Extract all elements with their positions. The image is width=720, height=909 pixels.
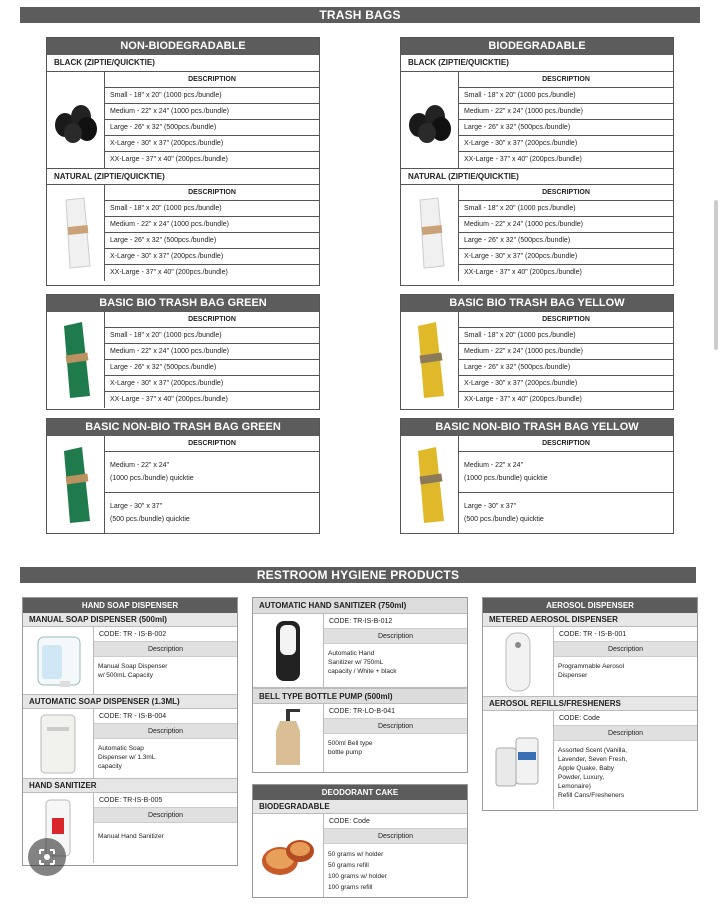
- desc-line: Automatic Hand: [328, 650, 375, 657]
- desc-line: 100 grams w/ holder: [328, 873, 387, 880]
- desc-line: Automatic Soap: [98, 745, 144, 752]
- size-row: Medium - 22" x 24" (1000 pcs./bundle): [105, 217, 319, 233]
- size-line: (500 pcs./bundle) quicktie: [464, 516, 544, 523]
- size-line: (1000 pcs./bundle) quicktie: [110, 475, 194, 482]
- yellow-bag-image: [401, 436, 459, 534]
- desc-header: DESCRIPTION: [459, 436, 673, 452]
- size-row: Small - 18" x 20" (1000 pcs./bundle): [105, 328, 319, 344]
- desc-line: Manual Soap Dispenser: [98, 663, 168, 670]
- desc-label: Description: [324, 829, 467, 844]
- auto-soap-sub: AUTOMATIC SOAP DISPENSER (1.3ML): [23, 695, 237, 709]
- size-row: Small - 18" x 20" (1000 pcs./bundle): [459, 201, 673, 217]
- desc-line: Lemonaire): [558, 783, 591, 790]
- size-row: Large - 26" x 32" (500pcs./bundle): [105, 120, 319, 136]
- lens-icon: [36, 846, 58, 868]
- desc-line: 50 grams refill: [328, 862, 369, 869]
- panel-title: NON-BIODEGRADABLE: [47, 38, 319, 55]
- size-row: Small - 18" x 20" (1000 pcs./bundle): [459, 328, 673, 344]
- auto-sanitizer-title: AUTOMATIC HAND SANITIZER (750ml): [253, 598, 467, 614]
- natural-label: NATURAL (ZIPTIE/QUICKTIE): [401, 168, 673, 184]
- size-row: XX-Large - 37" x 40" (200pcs./bundle): [110, 269, 228, 276]
- desc-header: DESCRIPTION: [459, 312, 673, 328]
- aerosol-cans-image: [483, 711, 553, 809]
- card-title: HAND SOAP DISPENSER: [23, 598, 237, 613]
- product-code: CODE: TR - IS-B-002: [94, 627, 237, 642]
- panel-title: BASIC BIO TRASH BAG YELLOW: [401, 295, 673, 312]
- size-row: Small - 18" x 20" (1000 pcs./bundle): [105, 88, 319, 104]
- desc-header: DESCRIPTION: [459, 72, 673, 88]
- size-row: Small - 18" x 20" (1000 pcs./bundle): [459, 88, 673, 104]
- size-row: [459, 493, 673, 534]
- panel-title: BASIC NON-BIO TRASH BAG YELLOW: [401, 419, 673, 436]
- size-row: X-Large - 30" x 37" (200pcs./bundle): [459, 136, 673, 152]
- black-bags-image: [47, 72, 105, 168]
- size-line: (1000 pcs./bundle) quicktie: [464, 475, 548, 482]
- size-row: XX-Large - 37" x 40" (200pcs./bundle): [110, 156, 228, 163]
- size-line: (500 pcs./bundle) quicktie: [110, 516, 190, 523]
- product-code: CODE: Code: [554, 711, 697, 726]
- nonbio-green-panel: [46, 418, 320, 534]
- size-row: Large - 26" x 32" (500pcs./bundle): [105, 360, 319, 376]
- panel-title: BIODEGRADABLE: [401, 38, 673, 55]
- black-label: BLACK (ZIPTIE/QUICKTIE): [54, 58, 155, 67]
- aerosol-card: [482, 597, 698, 811]
- desc-label: Description: [94, 808, 237, 823]
- bell-pump-title: BELL TYPE BOTTLE PUMP (500ml): [253, 688, 467, 704]
- size-row: Medium - 22" x 24" (1000 pcs./bundle): [459, 344, 673, 360]
- natural-bag-image: [401, 185, 459, 281]
- size-row: XX-Large - 37" x 40" (200pcs./bundle): [464, 156, 582, 163]
- size-row: Medium - 22" x 24" (1000 pcs./bundle): [459, 104, 673, 120]
- scrollbar[interactable]: [714, 200, 718, 350]
- size-line: Medium - 22" x 24": [464, 462, 524, 469]
- desc-header: DESCRIPTION: [105, 185, 319, 201]
- size-row: XX-Large - 37" x 40" (200pcs./bundle): [464, 269, 582, 276]
- deodorant-cake-image: [253, 814, 323, 897]
- desc-line: w/ 500mL Capacity: [98, 672, 154, 679]
- bio-green-panel: [46, 294, 320, 410]
- product-code: CODE: TR-IS-B-012: [324, 614, 467, 629]
- size-row: Medium - 22" x 24" (1000 pcs./bundle): [105, 344, 319, 360]
- natural-bag-image: [47, 185, 105, 281]
- non-bio-panel: [46, 37, 320, 286]
- hand-soap-card: [22, 597, 238, 866]
- size-row: XX-Large - 37" x 40" (200pcs./bundle): [464, 396, 582, 403]
- desc-line: 500ml Bell type: [328, 740, 373, 747]
- desc-line: Manual Hand Sanitizer: [98, 833, 164, 840]
- desc-label: Description: [94, 642, 237, 657]
- deodorant-cake-card: [252, 784, 468, 898]
- size-row: Medium - 22" x 24" (1000 pcs./bundle): [459, 217, 673, 233]
- desc-label: Description: [554, 726, 697, 741]
- desc-line: Apple Quake, Baby: [558, 765, 615, 772]
- size-row: [105, 493, 319, 534]
- size-row: Large - 26" x 32" (500pcs./bundle): [105, 233, 319, 249]
- size-row: XX-Large - 37" x 40" (200pcs./bundle): [110, 396, 228, 403]
- desc-line: bottle pump: [328, 749, 362, 756]
- black-bags-image: [401, 72, 459, 168]
- desc-label: Description: [324, 629, 467, 644]
- size-row: X-Large - 30" x 37" (200pcs./bundle): [105, 136, 319, 152]
- desc-line: Refill Cans/Fresheners: [558, 792, 625, 799]
- black-label: BLACK (ZIPTIE/QUICKTIE): [408, 58, 509, 67]
- trash-bags-header: TRASH BAGS: [20, 7, 700, 23]
- size-row: Small - 18" x 20" (1000 pcs./bundle): [105, 201, 319, 217]
- desc-line: 100 grams refill: [328, 884, 373, 891]
- card-title: DEODORANT CAKE: [253, 785, 467, 800]
- lens-search-button[interactable]: [28, 838, 66, 876]
- bio-yellow-panel: [400, 294, 674, 410]
- size-line: Large - 30" x 37": [464, 503, 517, 510]
- desc-label: Description: [324, 719, 467, 734]
- desc-line: capacity: [98, 763, 122, 770]
- desc-header: DESCRIPTION: [105, 72, 319, 88]
- size-row: X-Large - 30" x 37" (200pcs./bundle): [459, 249, 673, 265]
- auto-sanitizer-card: [252, 597, 468, 773]
- yellow-bag-image: [401, 312, 459, 408]
- product-code: CODE: Code: [324, 814, 467, 829]
- desc-header: DESCRIPTION: [105, 436, 319, 452]
- bell-pump-image: [253, 704, 323, 772]
- auto-sanitizer-image: [253, 614, 323, 687]
- desc-label: Description: [94, 724, 237, 739]
- panel-title: BASIC NON-BIO TRASH BAG GREEN: [47, 419, 319, 436]
- desc-label: Description: [554, 642, 697, 657]
- size-row: X-Large - 30" x 37" (200pcs./bundle): [459, 376, 673, 392]
- manual-soap-image: [23, 627, 93, 694]
- refills-sub: AEROSOL REFILLS/FRESHENERS: [483, 697, 697, 711]
- size-row: X-Large - 30" x 37" (200pcs./bundle): [105, 376, 319, 392]
- desc-line: Dispenser: [558, 672, 588, 679]
- manual-soap-sub: MANUAL SOAP DISPENSER (500ml): [23, 613, 237, 627]
- product-code: CODE: TR-LO-B-041: [324, 704, 467, 719]
- product-code: CODE: TR - IS-B-004: [94, 709, 237, 724]
- desc-line: Powder, Luxury,: [558, 774, 605, 781]
- restroom-header: RESTROOM HYGIENE PRODUCTS: [20, 567, 696, 583]
- product-code: CODE: TR - IS-B-001: [554, 627, 697, 642]
- deo-sub: BIODEGRADABLE: [253, 800, 467, 814]
- hand-sanitizer-sub: HAND SANITIZER: [23, 779, 237, 793]
- desc-line: 50 grams w/ holder: [328, 851, 384, 858]
- size-row: Large - 26" x 32" (500pcs./bundle): [459, 233, 673, 249]
- desc-line: Programmable Aerosol: [558, 663, 625, 670]
- panel-title: BASIC BIO TRASH BAG GREEN: [47, 295, 319, 312]
- size-line: Medium - 22" x 24": [110, 462, 170, 469]
- product-code: CODE: TR-IS-B-005: [94, 793, 237, 808]
- desc-header: DESCRIPTION: [459, 185, 673, 201]
- metered-sub: METERED AEROSOL DISPENSER: [483, 613, 697, 627]
- desc-line: Lavender, Seven Fresh,: [558, 756, 628, 763]
- size-row: Large - 26" x 32" (500pcs./bundle): [459, 120, 673, 136]
- desc-header: DESCRIPTION: [105, 312, 319, 328]
- green-bag-image: [47, 312, 105, 408]
- size-row: X-Large - 30" x 37" (200pcs./bundle): [105, 249, 319, 265]
- desc-line: Sanitizer w/ 750mL: [328, 659, 384, 666]
- desc-line: Assorted Scent (Vanilla,: [558, 747, 627, 754]
- green-bag-image: [47, 436, 105, 534]
- desc-line: capacity / White + black: [328, 668, 397, 675]
- card-title: AEROSOL DISPENSER: [483, 598, 697, 613]
- desc-line: Dispenser w/ 1.3mL: [98, 754, 156, 761]
- size-row: Medium - 22" x 24" (1000 pcs./bundle): [105, 104, 319, 120]
- size-row: [105, 452, 319, 493]
- natural-label: NATURAL (ZIPTIE/QUICKTIE): [47, 168, 319, 184]
- aerosol-dispenser-image: [483, 627, 553, 696]
- size-row: [459, 452, 673, 493]
- size-row: Large - 26" x 32" (500pcs./bundle): [459, 360, 673, 376]
- nonbio-yellow-panel: [400, 418, 674, 534]
- auto-soap-image: [23, 709, 93, 778]
- bio-panel: [400, 37, 674, 286]
- size-line: Large - 30" x 37": [110, 503, 163, 510]
